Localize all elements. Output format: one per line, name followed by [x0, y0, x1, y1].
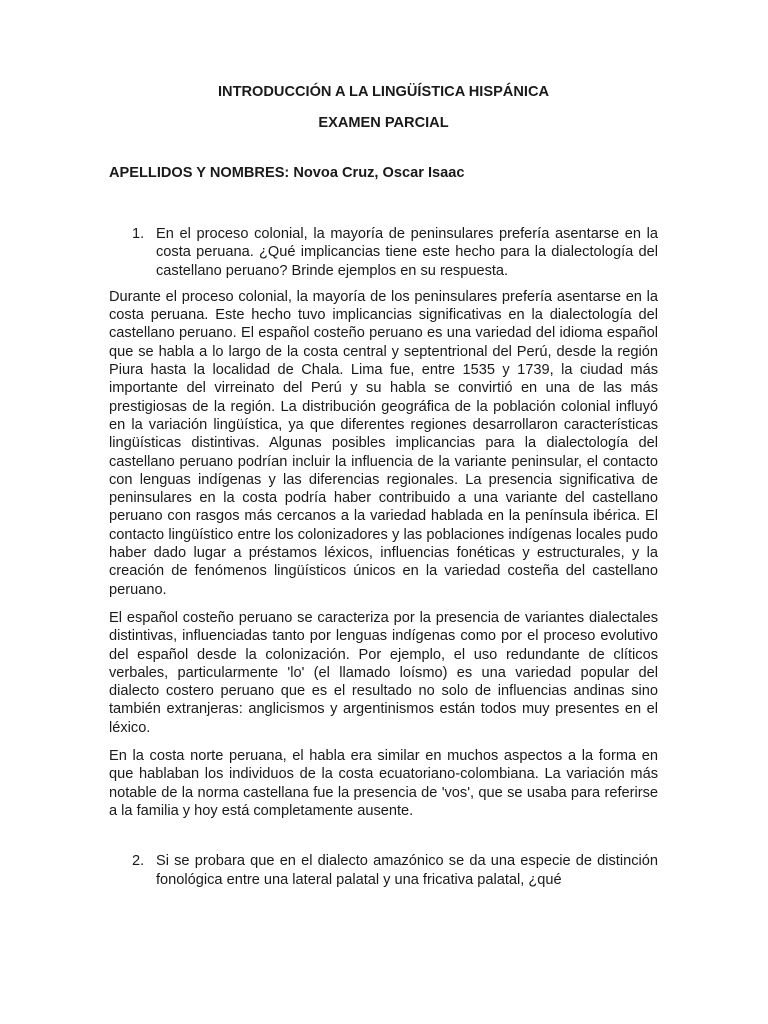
answer-paragraph: En la costa norte peruana, el habla era similar en muchos aspectos a la forma en que hablaban los individuos de la costa ecuatoriano-colombiana. La variación más notable de la norma castellana fue la presencia de 'vos', que se usaba para referirse a la familia y hoy está completamente ausente.: [109, 748, 658, 819]
question-number: 2.: [132, 853, 145, 870]
answer-paragraph: Durante el proceso colonial, la mayoría de los peninsulares prefería asentarse en la costa peruana. Este hecho tuvo implicancias significativas en la dialectología del castellano peruano. El español costeño peruano es una variedad del idioma español que se habla a lo largo de la costa central y septentrional del Perú, desde la región Piura hasta la localidad de Chala. Lima fue, entre 1535 y 1739, la ciudad más importante del virreinato del Perú y su habla se convirtió en una de las más prestigiosas de la región. La distribución geográfica de la población colonial influyó en la variación lingüística, ya que diferentes regiones desarrollaron características lingüísticas distintivas. Algunas posibles implicancias para la dialectología del castellano peruano podrían incluir la influencia de la variante peninsular, el contacto con lenguas indígenas y las diferencias regionales. La presencia significativa de peninsulares en la costa podría haber contribuido a una variante del castellano peruano con rasgos más cercanos a la variedad hablada en la península ibérica. El contacto lingüístico entre los colonizadores y las poblaciones indígenas locales pudo haber dado lugar a préstamos léxicos, influencias fonéticas y estructurales, y la creación de fenómenos lingüísticos únicos en la variedad costeña del castellano peruano.: [109, 288, 658, 598]
document-page: [109, 83, 658, 889]
question-1: [109, 225, 658, 280]
student-names-line: APELLIDOS Y NOMBRES: Novoa Cruz, Oscar Isaac: [109, 165, 465, 181]
question-2: [109, 852, 658, 889]
course-title: INTRODUCCIÓN A LA LINGÜÍSTICA HISPÁNICA: [217, 84, 550, 100]
exam-title: EXAMEN PARCIAL: [318, 115, 449, 131]
answer-paragraph: El español costeño peruano se caracteriza por la presencia de variantes dialectales distintivas, influenciadas tanto por lenguas indígenas como por el proceso evolutivo del español desde la colonización. Por ejemplo, el uso redundante de clíticos verbales, particularmente 'lo' (el llamado loísmo) es una variedad popular del dialecto costero peruano que es el resultado no solo de influencias andinas sino también extranjeras: anglicismos y argentinismos están todos muy presentes en el léxico.: [109, 609, 658, 736]
question-number: 1.: [132, 226, 145, 242]
question-text: En el proceso colonial, la mayoría de peninsulares prefería asentarse en la costa peruana. ¿Qué implicancias tiene este hecho para la dialectología del castellano peruano? Brinde ejemplos en su respuesta.: [156, 226, 658, 279]
question-text: Si se probara que en el dialecto amazónico se da una especie de distinción fonológica entre una lateral palatal y una fricativa palatal, ¿qué: [156, 853, 658, 888]
